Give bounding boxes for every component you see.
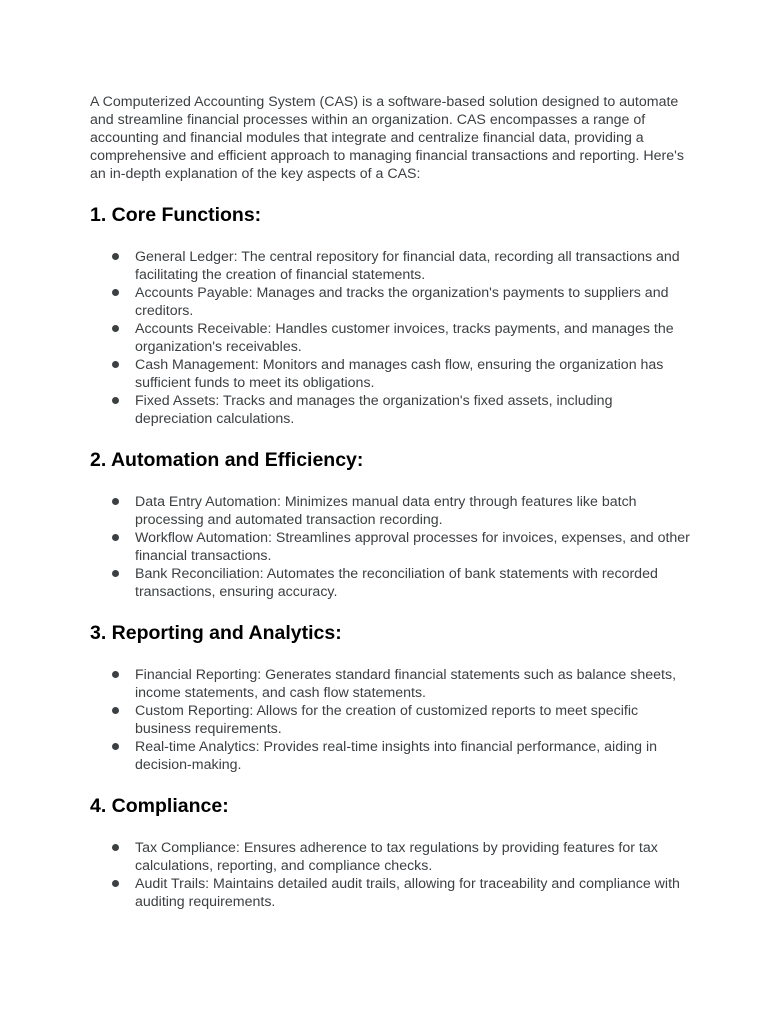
list-item bbox=[90, 529, 690, 565]
list-item-text: Custom Reporting: Allows for the creation of customized reports to meet specific business requirements. bbox=[135, 703, 639, 737]
list-item bbox=[90, 248, 690, 284]
bullet-list bbox=[90, 666, 690, 774]
list-item-text: Real-time Analytics: Provides real-time insights into financial performance, aiding in decision-making. bbox=[135, 739, 658, 773]
list-item-text: General Ledger: The central repository for financial data, recording all transactions and facilitating the creation of financial statements. bbox=[135, 249, 680, 283]
list-item-text: Accounts Receivable: Handles customer invoices, tracks payments, and manages the organization's receivables. bbox=[135, 321, 674, 355]
section-automation-efficiency bbox=[90, 448, 690, 601]
list-item-text: Fixed Assets: Tracks and manages the organization's fixed assets, including depreciation calculations. bbox=[135, 393, 613, 427]
list-item-text: Bank Reconciliation: Automates the reconciliation of bank statements with recorded transactions, ensuring accuracy. bbox=[135, 566, 658, 600]
list-item-text: Cash Management: Monitors and manages cash flow, ensuring the organization has sufficient funds to meet its obligations. bbox=[135, 357, 664, 391]
bullet-icon bbox=[112, 361, 119, 368]
list-item-text: Financial Reporting: Generates standard financial statements such as balance sheets, income statements, and cash flow statements. bbox=[135, 667, 677, 701]
list-item-text: Workflow Automation: Streamlines approval processes for invoices, expenses, and other financial transactions. bbox=[135, 530, 690, 564]
bullet-list bbox=[90, 839, 690, 911]
bullet-icon bbox=[112, 707, 119, 714]
bullet-icon bbox=[112, 570, 119, 577]
bullet-icon bbox=[112, 253, 119, 260]
list-item bbox=[90, 702, 690, 738]
section-heading: 4. Compliance: bbox=[90, 795, 229, 817]
bullet-list bbox=[90, 248, 690, 428]
section-heading: 3. Reporting and Analytics: bbox=[90, 622, 342, 644]
bullet-icon bbox=[112, 743, 119, 750]
bullet-icon bbox=[112, 289, 119, 296]
section-reporting-analytics bbox=[90, 621, 690, 774]
bullet-list bbox=[90, 493, 690, 601]
list-item bbox=[90, 565, 690, 601]
list-item bbox=[90, 320, 690, 356]
list-item-text: Tax Compliance: Ensures adherence to tax regulations by providing features for tax calculations, reporting, and compliance checks. bbox=[135, 840, 658, 874]
bullet-icon bbox=[112, 844, 119, 851]
section-core-functions bbox=[90, 203, 690, 428]
section-heading: 2. Automation and Efficiency: bbox=[90, 449, 364, 471]
list-item bbox=[90, 392, 690, 428]
bullet-icon bbox=[112, 671, 119, 678]
list-item bbox=[90, 284, 690, 320]
bullet-icon bbox=[112, 397, 119, 404]
list-item bbox=[90, 839, 690, 875]
list-item bbox=[90, 738, 690, 774]
bullet-icon bbox=[112, 498, 119, 505]
list-item-text: Audit Trails: Maintains detailed audit trails, allowing for traceability and compliance with auditing requirements. bbox=[135, 876, 680, 910]
list-item bbox=[90, 493, 690, 529]
intro-paragraph: A Computerized Accounting System (CAS) is a software-based solution designed to automate and streamline financial processes within an organization. CAS encompasses a range of accounting and financial modules that integrate and centralize financial data, providing a comprehensive and efficient approach to managing financial transactions and reporting. Here's an in-depth explanation of the key aspects of a CAS: bbox=[90, 94, 684, 182]
list-item-text: Accounts Payable: Manages and tracks the organization's payments to suppliers and creditors. bbox=[135, 285, 669, 319]
section-compliance bbox=[90, 794, 690, 911]
list-item bbox=[90, 666, 690, 702]
list-item bbox=[90, 356, 690, 392]
section-heading: 1. Core Functions: bbox=[90, 204, 262, 226]
bullet-icon bbox=[112, 534, 119, 541]
list-item bbox=[90, 875, 690, 911]
document-page bbox=[90, 93, 690, 911]
bullet-icon bbox=[112, 325, 119, 332]
bullet-icon bbox=[112, 880, 119, 887]
list-item-text: Data Entry Automation: Minimizes manual data entry through features like batch processing and automated transaction recording. bbox=[135, 494, 637, 528]
